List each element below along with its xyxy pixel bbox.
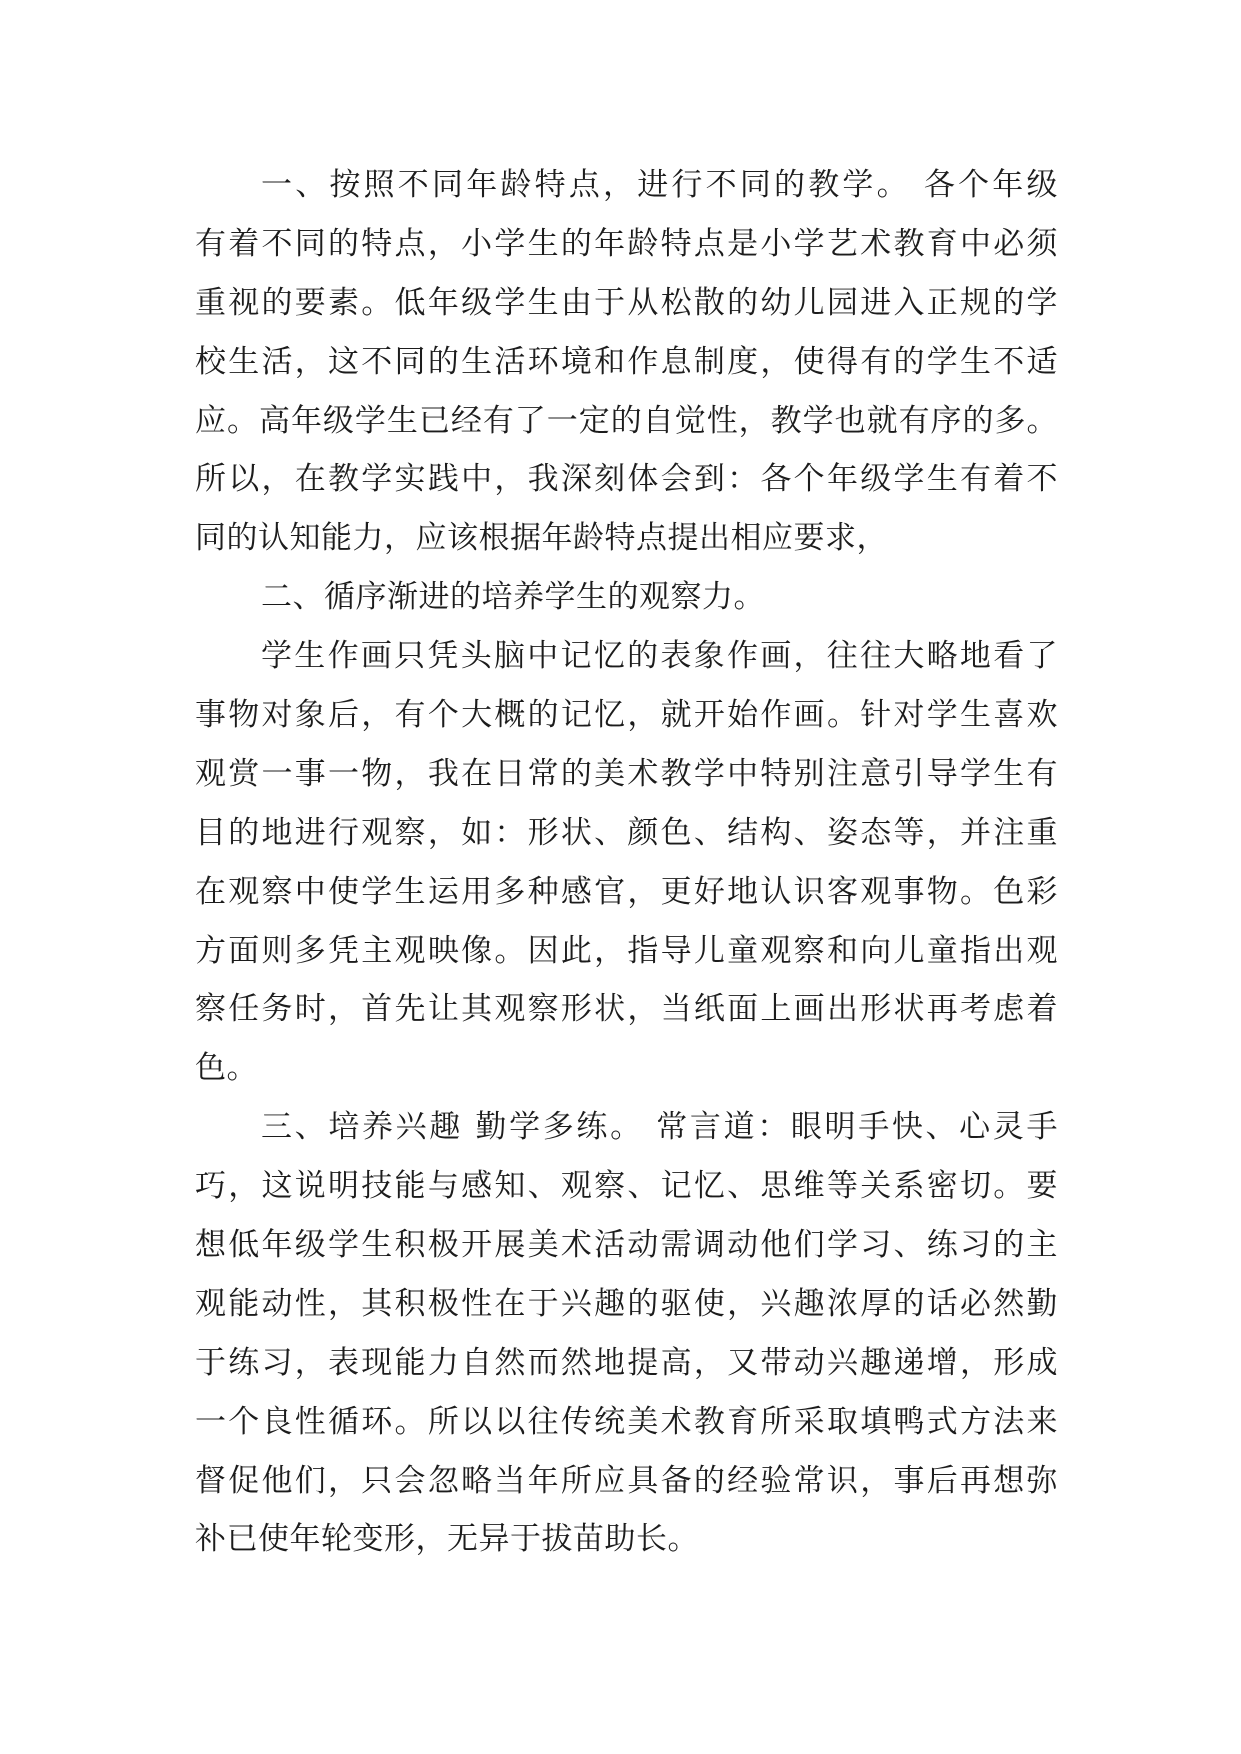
text-line: 目的地进行观察，如：形状、颜色、结构、姿态等，并注重	[195, 814, 1058, 851]
paragraph-2	[195, 568, 1058, 627]
text-line: 三、培养兴趣 勤学多练。 常言道：眼明手快、心灵手	[261, 1109, 1058, 1146]
text-line: 方面则多凭主观映像。因此，指导儿童观察和向儿童指出观	[195, 932, 1058, 969]
text-line: 督促他们，只会忽略当年所应具备的经验常识，事后再想弥	[195, 1462, 1058, 1499]
text-line: 察任务时，首先让其观察形状，当纸面上画出形状再考虑着	[195, 991, 1058, 1028]
text-line: 有着不同的特点，小学生的年龄特点是小学艺术教育中必须	[195, 225, 1058, 262]
text-line: 所以，在教学实践中，我深刻体会到：各个年级学生有着不	[195, 461, 1058, 498]
text-line: 应。高年级学生已经有了一定的自觉性，教学也就有序的多。	[195, 402, 1058, 439]
text-line: 一个良性循环。所以以往传统美术教育所采取填鸭式方法来	[195, 1403, 1058, 1440]
text-line: 事物对象后，有个大概的记忆，就开始作画。针对学生喜欢	[195, 697, 1058, 734]
text-line: 色。	[195, 1050, 258, 1087]
text-line: 重视的要素。低年级学生由于从松散的幼儿园进入正规的学	[195, 284, 1058, 321]
text-line: 学生作画只凭头脑中记忆的表象作画，往往大略地看了	[261, 638, 1058, 675]
text-line: 在观察中使学生运用多种感官，更好地认识客观事物。色彩	[195, 873, 1058, 910]
text-line: 校生活，这不同的生活环境和作息制度，使得有的学生不适	[195, 343, 1058, 380]
text-line: 观能动性，其积极性在于兴趣的驱使，兴趣浓厚的话必然勤	[195, 1285, 1058, 1322]
text-line: 想低年级学生积极开展美术活动需调动他们学习、练习的主	[195, 1227, 1058, 1264]
paragraph-4	[195, 1098, 1058, 1569]
document-body	[195, 156, 1058, 1569]
paragraph-1	[195, 156, 1058, 568]
text-line: 补已使年轮变形，无异于拔苗助长。	[195, 1521, 699, 1558]
text-line: 巧，这说明技能与感知、观察、记忆、思维等关系密切。要	[195, 1168, 1058, 1205]
paragraph-3	[195, 627, 1058, 1098]
text-line: 二、循序渐进的培养学生的观察力。	[261, 579, 765, 616]
text-line: 一、按照不同年龄特点，进行不同的教学。 各个年级	[261, 167, 1058, 203]
text-line: 于练习，表现能力自然而然地提高，又带动兴趣递增，形成	[195, 1344, 1058, 1381]
text-line: 观赏一事一物，我在日常的美术教学中特别注意引导学生有	[195, 755, 1058, 792]
text-line: 同的认知能力，应该根据年龄特点提出相应要求，	[195, 520, 888, 557]
